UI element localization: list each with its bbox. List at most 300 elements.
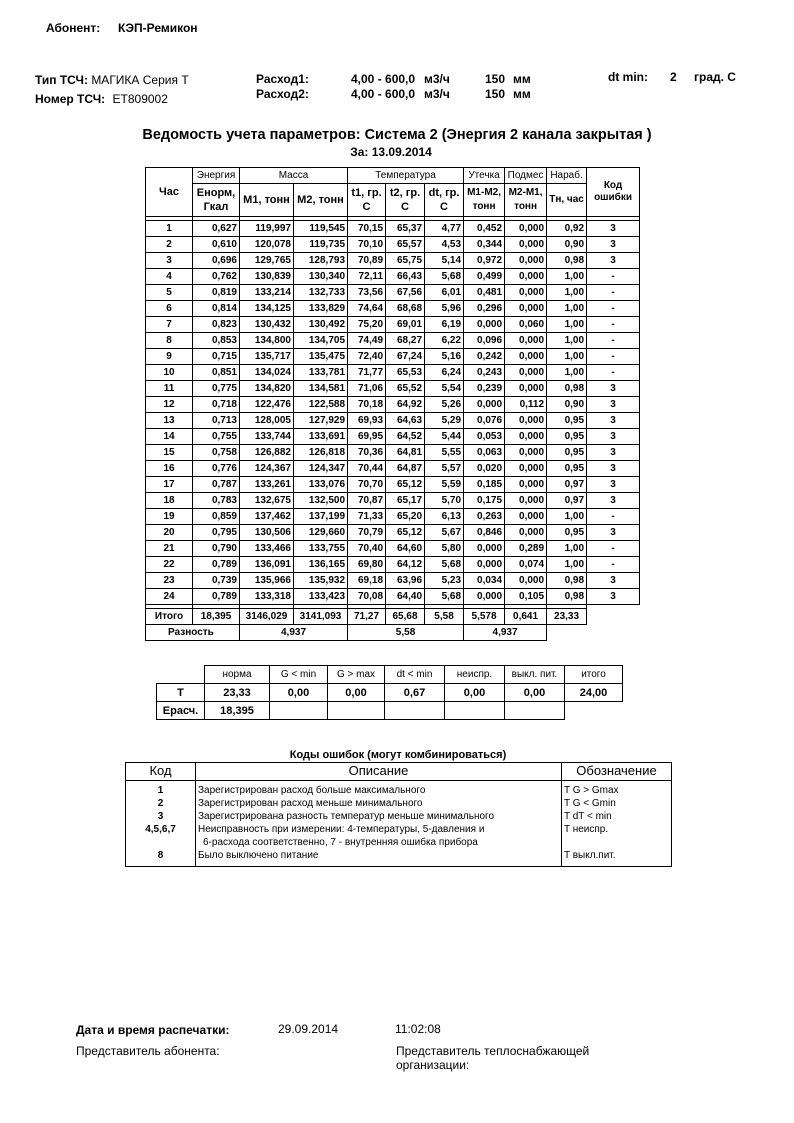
cell-t1: 70,87 xyxy=(348,493,386,509)
cell-hour: 1 xyxy=(146,221,193,237)
report-date-value: 13.09.2014 xyxy=(371,145,432,159)
cell-hour: 17 xyxy=(146,477,193,493)
cell-leak: 0,846 xyxy=(464,525,505,541)
cell-dt: 5,96 xyxy=(425,301,464,317)
summary-t-label: Т xyxy=(157,684,205,702)
dtmin-unit: град. С xyxy=(694,70,736,84)
cell-t1: 70,40 xyxy=(348,541,386,557)
cell-t2: 64,60 xyxy=(386,541,425,557)
cell-hour: 4 xyxy=(146,269,193,285)
cell-t2: 65,12 xyxy=(386,525,425,541)
cell-t1: 69,95 xyxy=(348,429,386,445)
error-codes-table xyxy=(125,762,672,867)
table-row xyxy=(146,557,640,573)
cell-dt: 4,53 xyxy=(425,237,464,253)
codes-header-row xyxy=(126,763,672,781)
cell-makeup: 0,000 xyxy=(505,413,547,429)
desc-4567: Неисправность при измерении: 4-температуры, 5-давления и xyxy=(198,824,485,835)
cell-hour: 13 xyxy=(146,413,193,429)
summary-t-norm: 23,33 xyxy=(205,684,270,702)
table-row xyxy=(146,589,640,605)
cell-energy: 0,789 xyxy=(193,589,240,605)
cell-m2: 133,691 xyxy=(294,429,348,445)
m1-col-header: М1, тонн xyxy=(240,184,294,217)
table-row xyxy=(146,509,640,525)
total-makeup: 0,641 xyxy=(505,609,547,625)
cell-makeup: 0,000 xyxy=(505,349,547,365)
cell-m2: 133,755 xyxy=(294,541,348,557)
cell-runtime: 0,95 xyxy=(547,525,587,541)
cell-runtime: 1,00 xyxy=(547,509,587,525)
cell-energy: 0,713 xyxy=(193,413,240,429)
cell-makeup: 0,000 xyxy=(505,525,547,541)
cell-makeup: 0,112 xyxy=(505,397,547,413)
code-3: 3 xyxy=(157,811,164,822)
cell-runtime: 0,92 xyxy=(547,221,587,237)
cell-dt: 5,67 xyxy=(425,525,464,541)
flow1-range: 4,00 - 600,0 xyxy=(351,72,416,86)
cell-runtime: 0,95 xyxy=(547,461,587,477)
cell-m2: 133,076 xyxy=(294,477,348,493)
cell-energy: 0,859 xyxy=(193,509,240,525)
cell-dt: 6,19 xyxy=(425,317,464,333)
desc-1: Зарегистрирован расход больше максимального xyxy=(198,785,426,796)
cell-energy: 0,823 xyxy=(193,317,240,333)
cell-runtime: 0,95 xyxy=(547,445,587,461)
cell-energy: 0,696 xyxy=(193,253,240,269)
cell-dt: 6,24 xyxy=(425,365,464,381)
cell-hour: 12 xyxy=(146,397,193,413)
dtmin-value: 2 xyxy=(670,70,677,84)
code-4567: 4,5,6,7 xyxy=(145,824,176,835)
makeup-group-header: Подмес xyxy=(505,168,547,184)
cell-m1: 130,839 xyxy=(240,269,294,285)
summary-header-fault: неиспр. xyxy=(445,666,505,684)
cell-dt: 5,23 xyxy=(425,573,464,589)
summary-e-value: 18,395 xyxy=(205,702,270,720)
cell-energy: 0,783 xyxy=(193,493,240,509)
t1-col-header: t1, гр. С xyxy=(348,184,386,217)
flow1-label: Расход1: xyxy=(256,72,309,86)
cell-runtime: 0,95 xyxy=(547,413,587,429)
cell-energy: 0,790 xyxy=(193,541,240,557)
summary-t-fault: 0,00 xyxy=(445,684,505,702)
cell-t2: 63,96 xyxy=(386,573,425,589)
print-time: 11:02:08 xyxy=(395,1022,441,1036)
runtime-col-header: Тн, час xyxy=(547,184,587,217)
table-row xyxy=(146,493,640,509)
tsch-type-value: МАГИКА Серия Т xyxy=(91,73,189,87)
cell-m2: 135,932 xyxy=(294,573,348,589)
summary-table xyxy=(156,665,623,720)
cell-leak: 0,096 xyxy=(464,333,505,349)
cell-makeup: 0,000 xyxy=(505,477,547,493)
table-row xyxy=(146,301,640,317)
cell-energy: 0,739 xyxy=(193,573,240,589)
table-row xyxy=(146,269,640,285)
cell-leak: 0,242 xyxy=(464,349,505,365)
summary-header-gmin: G < min xyxy=(270,666,328,684)
cell-error-code: - xyxy=(587,269,640,285)
flow1-dn-unit: мм xyxy=(513,72,531,86)
hour-rows xyxy=(146,221,640,605)
cell-m2: 130,492 xyxy=(294,317,348,333)
cell-error-code: 3 xyxy=(587,381,640,397)
cell-dt: 5,68 xyxy=(425,589,464,605)
total-row xyxy=(146,609,640,625)
cell-makeup: 0,000 xyxy=(505,269,547,285)
codes-code-column xyxy=(126,781,196,867)
table-row xyxy=(146,397,640,413)
rep-supplier-line2: организации: xyxy=(396,1058,470,1072)
cell-m1: 130,432 xyxy=(240,317,294,333)
codes-header-code: Код xyxy=(126,763,196,781)
cell-energy: 0,627 xyxy=(193,221,240,237)
cell-t2: 65,37 xyxy=(386,221,425,237)
cell-m2: 126,818 xyxy=(294,445,348,461)
table-row xyxy=(146,365,640,381)
cell-dt: 5,26 xyxy=(425,397,464,413)
desc-3: Зарегистрирована разность температур меньше минимального xyxy=(198,811,495,822)
cell-makeup: 0,000 xyxy=(505,333,547,349)
cell-t1: 70,15 xyxy=(348,221,386,237)
cell-m2: 128,793 xyxy=(294,253,348,269)
cell-makeup: 0,000 xyxy=(505,573,547,589)
cell-m1: 135,966 xyxy=(240,573,294,589)
table-row xyxy=(146,445,640,461)
cell-m2: 134,581 xyxy=(294,381,348,397)
table-row xyxy=(146,237,640,253)
cell-m2: 129,660 xyxy=(294,525,348,541)
report-date-label: За: xyxy=(350,145,369,159)
cell-error-code: 3 xyxy=(587,445,640,461)
cell-error-code: - xyxy=(587,509,640,525)
cell-leak: 0,296 xyxy=(464,301,505,317)
summary-t-gmin: 0,00 xyxy=(270,684,328,702)
cell-energy: 0,789 xyxy=(193,557,240,573)
cell-m1: 129,765 xyxy=(240,253,294,269)
cell-error-code: - xyxy=(587,557,640,573)
cell-t2: 64,92 xyxy=(386,397,425,413)
cell-leak: 0,243 xyxy=(464,365,505,381)
cell-error-code: 3 xyxy=(587,589,640,605)
cell-leak: 0,053 xyxy=(464,429,505,445)
cell-t1: 75,20 xyxy=(348,317,386,333)
cell-energy: 0,755 xyxy=(193,429,240,445)
total-label: Итого xyxy=(146,609,193,625)
cell-m1: 126,882 xyxy=(240,445,294,461)
subscriber-value: КЭП-Ремикон xyxy=(118,21,198,35)
summary-header-poweroff: выкл. пит. xyxy=(505,666,565,684)
flow1-dn: 150 xyxy=(485,72,506,86)
code-2: 2 xyxy=(157,798,164,809)
column-header-row xyxy=(146,184,640,217)
cell-error-code: 3 xyxy=(587,525,640,541)
tsch-number-row xyxy=(35,92,168,106)
flow1-unit: м3/ч xyxy=(424,72,450,86)
cell-t2: 67,24 xyxy=(386,349,425,365)
cell-error-code: - xyxy=(587,333,640,349)
table-row xyxy=(146,573,640,589)
t2-col-header: t2, гр. С xyxy=(386,184,425,217)
cell-t2: 65,75 xyxy=(386,253,425,269)
cell-t2: 65,17 xyxy=(386,493,425,509)
summary-t-total: 24,00 xyxy=(565,684,623,702)
cell-m2: 134,705 xyxy=(294,333,348,349)
cell-m2: 132,733 xyxy=(294,285,348,301)
cell-m2: 135,475 xyxy=(294,349,348,365)
cell-makeup: 0,000 xyxy=(505,237,547,253)
cell-m1: 133,318 xyxy=(240,589,294,605)
cell-energy: 0,758 xyxy=(193,445,240,461)
cell-error-code: 3 xyxy=(587,461,640,477)
tsch-type-label: Тип ТСЧ: xyxy=(35,73,88,87)
cell-m1: 134,024 xyxy=(240,365,294,381)
cell-t1: 70,36 xyxy=(348,445,386,461)
subscriber-label: Абонент: xyxy=(46,21,101,35)
cell-t1: 71,33 xyxy=(348,509,386,525)
cell-t2: 64,63 xyxy=(386,413,425,429)
cell-dt: 6,22 xyxy=(425,333,464,349)
cell-t2: 65,53 xyxy=(386,365,425,381)
cell-makeup: 0,105 xyxy=(505,589,547,605)
cell-t2: 64,52 xyxy=(386,429,425,445)
cell-runtime: 0,97 xyxy=(547,477,587,493)
sign-2: T G < Gmin xyxy=(564,798,616,809)
cell-t1: 69,80 xyxy=(348,557,386,573)
hour-header: Час xyxy=(146,168,193,217)
cell-energy: 0,819 xyxy=(193,285,240,301)
table-row xyxy=(146,429,640,445)
energy-group-header: Энергия xyxy=(193,168,240,184)
total-t1: 71,27 xyxy=(348,609,386,625)
flow2-dn-unit: мм xyxy=(513,87,531,101)
cell-m1: 133,744 xyxy=(240,429,294,445)
total-leak: 5,578 xyxy=(464,609,505,625)
dtmin-label: dt min: xyxy=(608,70,648,84)
report-date xyxy=(0,145,782,159)
cell-leak: 0,000 xyxy=(464,557,505,573)
cell-runtime: 1,00 xyxy=(547,541,587,557)
rep-supplier-line1: Представитель теплоснабжающей xyxy=(396,1044,590,1058)
cell-dt: 5,29 xyxy=(425,413,464,429)
temperature-group-header: Температура xyxy=(348,168,464,184)
table-row xyxy=(146,461,640,477)
summary-t-dtmin: 0,67 xyxy=(385,684,445,702)
cell-energy: 0,762 xyxy=(193,269,240,285)
cell-m2: 137,199 xyxy=(294,509,348,525)
cell-t1: 70,10 xyxy=(348,237,386,253)
cell-t1: 71,77 xyxy=(348,365,386,381)
cell-error-code: 3 xyxy=(587,221,640,237)
code-8: 8 xyxy=(157,850,164,861)
cell-m1: 134,125 xyxy=(240,301,294,317)
cell-m1: 133,214 xyxy=(240,285,294,301)
m2-col-header: М2, тонн xyxy=(294,184,348,217)
cell-m2: 127,929 xyxy=(294,413,348,429)
group-header-row xyxy=(146,168,640,184)
cell-hour: 24 xyxy=(146,589,193,605)
cell-hour: 14 xyxy=(146,429,193,445)
summary-e-label: Ерасч. xyxy=(157,702,205,720)
hourly-table xyxy=(145,167,640,641)
table-row xyxy=(146,285,640,301)
cell-dt: 4,77 xyxy=(425,221,464,237)
total-runtime: 23,33 xyxy=(547,609,587,625)
cell-makeup: 0,000 xyxy=(505,461,547,477)
cell-energy: 0,775 xyxy=(193,381,240,397)
cell-error-code: 3 xyxy=(587,253,640,269)
cell-m1: 124,367 xyxy=(240,461,294,477)
cell-error-code: 3 xyxy=(587,477,640,493)
code-1: 1 xyxy=(157,785,164,796)
tsch-number-label: Номер ТСЧ: xyxy=(35,92,106,106)
energy-col-header: Енорм, Гкал xyxy=(193,184,240,217)
cell-t2: 68,68 xyxy=(386,301,425,317)
cell-dt: 5,57 xyxy=(425,461,464,477)
cell-m2: 119,545 xyxy=(294,221,348,237)
cell-dt: 5,68 xyxy=(425,557,464,573)
leak-col-header: М1-М2, тонн xyxy=(464,184,505,217)
cell-m1: 133,261 xyxy=(240,477,294,493)
table-row xyxy=(146,317,640,333)
cell-makeup: 0,000 xyxy=(505,253,547,269)
codes-desc-column xyxy=(196,781,562,867)
flow2-range: 4,00 - 600,0 xyxy=(351,87,416,101)
cell-energy: 0,610 xyxy=(193,237,240,253)
sign-1: T G > Gmax xyxy=(564,785,619,796)
cell-dt: 5,16 xyxy=(425,349,464,365)
summary-e-row xyxy=(157,702,623,720)
cell-leak: 0,000 xyxy=(464,317,505,333)
cell-makeup: 0,000 xyxy=(505,429,547,445)
cell-t2: 64,87 xyxy=(386,461,425,477)
cell-energy: 0,851 xyxy=(193,365,240,381)
cell-error-code: 3 xyxy=(587,397,640,413)
cell-leak: 0,452 xyxy=(464,221,505,237)
cell-runtime: 1,00 xyxy=(547,301,587,317)
codes-title: Коды ошибок (могут комбинироваться) xyxy=(289,749,507,761)
desc-8: Было выключено питание xyxy=(198,850,319,861)
codes-header-desc: Описание xyxy=(196,763,562,781)
cell-energy: 0,814 xyxy=(193,301,240,317)
report-title: Ведомость учета параметров: Система 2 (Энергия 2 канала закрытая ) xyxy=(142,127,652,143)
cell-t1: 73,56 xyxy=(348,285,386,301)
cell-leak: 0,972 xyxy=(464,253,505,269)
cell-energy: 0,718 xyxy=(193,397,240,413)
summary-header-norm: норма xyxy=(205,666,270,684)
cell-t2: 65,12 xyxy=(386,477,425,493)
total-m1: 3146,029 xyxy=(240,609,294,625)
cell-m2: 132,500 xyxy=(294,493,348,509)
cell-energy: 0,715 xyxy=(193,349,240,365)
cell-leak: 0,263 xyxy=(464,509,505,525)
dt-col-header: dt, гр. С xyxy=(425,184,464,217)
summary-header-gmax: G > max xyxy=(328,666,385,684)
cell-t1: 69,18 xyxy=(348,573,386,589)
cell-energy: 0,795 xyxy=(193,525,240,541)
codes-body-row xyxy=(126,781,672,867)
makeup-col-header: М2-М1, тонн xyxy=(505,184,547,217)
cell-runtime: 1,00 xyxy=(547,557,587,573)
cell-makeup: 0,074 xyxy=(505,557,547,573)
cell-runtime: 1,00 xyxy=(547,349,587,365)
diff-mass: 4,937 xyxy=(240,625,348,641)
cell-runtime: 0,90 xyxy=(547,237,587,253)
error-code-header: Код ошибки xyxy=(587,168,640,217)
cell-t1: 70,44 xyxy=(348,461,386,477)
cell-m1: 122,476 xyxy=(240,397,294,413)
cell-m1: 134,800 xyxy=(240,333,294,349)
cell-hour: 7 xyxy=(146,317,193,333)
cell-error-code: 3 xyxy=(587,573,640,589)
table-row xyxy=(146,525,640,541)
print-date: 29.09.2014 xyxy=(278,1022,339,1036)
diff-temp: 5,58 xyxy=(348,625,464,641)
cell-leak: 0,000 xyxy=(464,397,505,413)
total-m2: 3141,093 xyxy=(294,609,348,625)
cell-dt: 6,13 xyxy=(425,509,464,525)
table-row xyxy=(146,413,640,429)
cell-error-code: 3 xyxy=(587,237,640,253)
cell-m1: 120,078 xyxy=(240,237,294,253)
cell-makeup: 0,000 xyxy=(505,221,547,237)
codes-header-sign: Обозначение xyxy=(562,763,672,781)
cell-m1: 133,466 xyxy=(240,541,294,557)
cell-hour: 10 xyxy=(146,365,193,381)
cell-t2: 64,81 xyxy=(386,445,425,461)
table-row xyxy=(146,349,640,365)
cell-hour: 22 xyxy=(146,557,193,573)
flow2-dn: 150 xyxy=(485,87,506,101)
cell-m2: 124,347 xyxy=(294,461,348,477)
cell-t1: 70,18 xyxy=(348,397,386,413)
cell-runtime: 1,00 xyxy=(547,285,587,301)
cell-m1: 136,091 xyxy=(240,557,294,573)
cell-error-code: - xyxy=(587,349,640,365)
cell-hour: 16 xyxy=(146,461,193,477)
cell-runtime: 0,98 xyxy=(547,381,587,397)
codes-sign-column xyxy=(562,781,672,867)
cell-t2: 64,40 xyxy=(386,589,425,605)
cell-makeup: 0,000 xyxy=(505,301,547,317)
cell-hour: 5 xyxy=(146,285,193,301)
summary-t-row xyxy=(157,684,623,702)
diff-leak: 4,937 xyxy=(464,625,547,641)
cell-hour: 3 xyxy=(146,253,193,269)
cell-t2: 65,20 xyxy=(386,509,425,525)
print-label: Дата и время распечатки: xyxy=(76,1023,230,1037)
cell-hour: 8 xyxy=(146,333,193,349)
cell-makeup: 0,000 xyxy=(505,493,547,509)
cell-runtime: 0,97 xyxy=(547,493,587,509)
cell-t1: 74,64 xyxy=(348,301,386,317)
cell-energy: 0,853 xyxy=(193,333,240,349)
cell-t1: 70,89 xyxy=(348,253,386,269)
cell-m2: 133,829 xyxy=(294,301,348,317)
rep-subscriber: Представитель абонента: xyxy=(76,1044,220,1058)
sign-3: T dT < min xyxy=(564,811,612,822)
cell-hour: 21 xyxy=(146,541,193,557)
cell-hour: 20 xyxy=(146,525,193,541)
cell-t2: 64,12 xyxy=(386,557,425,573)
cell-energy: 0,776 xyxy=(193,461,240,477)
cell-error-code: - xyxy=(587,301,640,317)
cell-leak: 0,175 xyxy=(464,493,505,509)
total-energy: 18,395 xyxy=(193,609,240,625)
cell-makeup: 0,000 xyxy=(505,381,547,397)
table-row xyxy=(146,381,640,397)
